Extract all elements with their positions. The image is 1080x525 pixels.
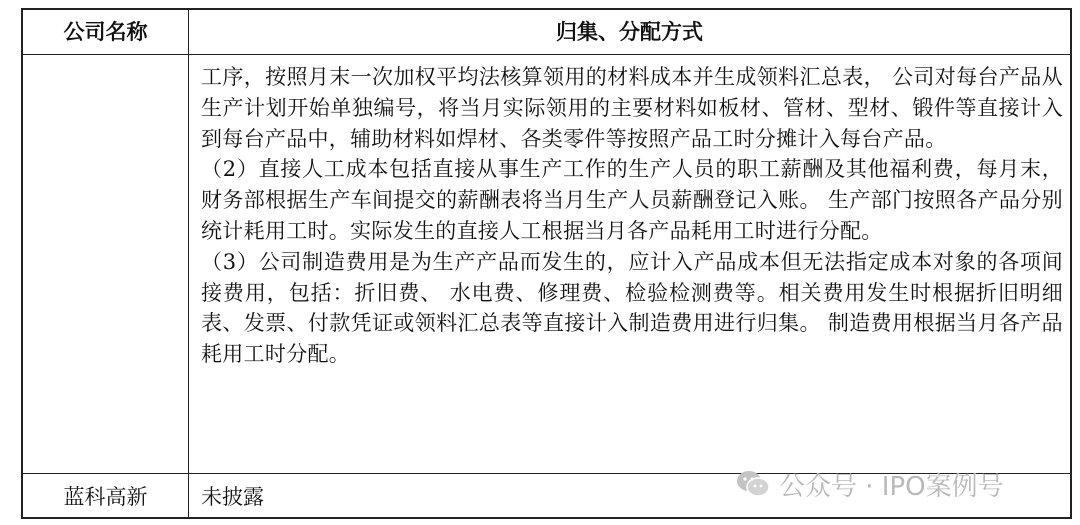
header-company-name: 公司名称 <box>63 20 148 44</box>
header-allocation-method: 归集、分配方式 <box>556 20 703 44</box>
method-paragraph: （2）直接人工成本包括直接从事生产工作的生产人员的职工薪酬及其他福利费，每月末，财务部根据生产车间提交的薪酬表将当月生产人员薪酬登记入账。 生产部门按照各产品分别统计耗用工时。实际发生的直接人工根据当月各产品耗用工时进行分配。 <box>201 157 1063 243</box>
column-divider <box>188 10 189 517</box>
watermark <box>735 466 1004 502</box>
allocation-table <box>21 8 1072 519</box>
method-paragraph: （3）公司制造费用是为生产产品而发生的，应计入产品成本但无法指定成本对象的各项间接费用，包括：折旧费、 水电费、修理费、检验检测费等。相关费用发生时根据折旧明细表、发票、付款凭证或领料汇总表等直接计入制造费用进行归集。 制造费用根据当月各产品耗用工时分配。 <box>201 249 1063 367</box>
row1-method-cell <box>201 62 1063 370</box>
watermark-text: 公众号 · IPO案例号 <box>779 471 1004 502</box>
wechat-icon <box>735 469 771 499</box>
row2-method: 未披露 <box>201 485 264 509</box>
row2-company-name: 蓝科高新 <box>63 485 148 509</box>
method-paragraph: 工序，按照月末一次加权平均法核算领用的材料成本并生成领料汇总表， 公司对每台产品从生产计划开始单独编号，将当月实际领用的主要材料如板材、管材、型材、锻件等直接计入到每台产品中，辅助材料如焊材、各类零件等按照产品工时分摊计入每台产品。 <box>201 65 1063 151</box>
